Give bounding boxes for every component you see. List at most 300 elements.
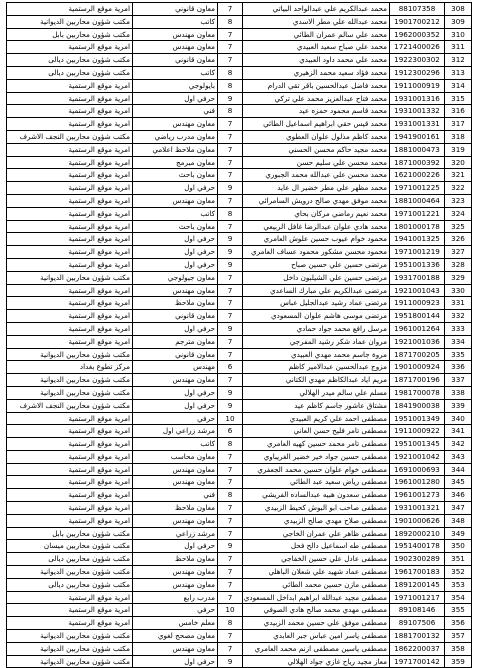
table-row — [7, 630, 472, 643]
row-number: 341 — [445, 425, 472, 438]
employee-name: مصطفى عماد شهيد علي شعلان الباهلي — [243, 566, 390, 579]
employee-grade: 9 — [218, 655, 243, 668]
employee-id: 1941001325 — [390, 233, 445, 246]
table-row — [7, 284, 472, 297]
row-number: 346 — [445, 489, 472, 502]
table-row — [7, 463, 472, 476]
department: مكتب شؤون محاربين ديالى — [7, 553, 133, 566]
employee-name: محمد محسن علي سليم حسن — [243, 156, 390, 169]
employee-name: مصطفى ياسين مصطفى ازنم محمد العامري — [243, 642, 390, 655]
table-row — [7, 438, 472, 451]
employee-id: 1971001221 — [390, 207, 445, 220]
table-row — [7, 207, 472, 220]
employee-id: 1931001321 — [390, 502, 445, 515]
employee-grade: 7 — [218, 297, 243, 310]
department: امرية موقع الرستمية — [7, 591, 133, 604]
department: امرية موقع الرستمية — [7, 617, 133, 630]
department: امرية موقع الرستمية — [7, 92, 133, 105]
table-row — [7, 514, 472, 527]
job-title: حرفي — [133, 604, 218, 617]
table-row — [7, 3, 472, 16]
row-number: 325 — [445, 220, 472, 233]
employee-id: 1691000693 — [390, 463, 445, 476]
employee-grade: 7 — [218, 502, 243, 515]
employee-name: مرتضى عماد رشيد عبدالجليل عباس — [243, 297, 390, 310]
employee-name: مرتضى حسين علي حسين صباح — [243, 258, 390, 271]
row-number: 332 — [445, 310, 472, 323]
employee-name: مصطفى خوام علوان حسين محمد الجعفري — [243, 463, 390, 476]
department: امرية موقع الرستمية — [7, 169, 133, 182]
employee-id: 1951800144 — [390, 310, 445, 323]
employee-id: 1931001316 — [390, 92, 445, 105]
job-title: معاون مهندس — [133, 194, 218, 207]
employee-grade: 7 — [218, 284, 243, 297]
row-number: 336 — [445, 361, 472, 374]
employee-grade: 7 — [218, 591, 243, 604]
employee-grade: 7 — [218, 335, 243, 348]
employee-id: 1862200037 — [390, 642, 445, 655]
row-number: 349 — [445, 527, 472, 540]
employee-name: محمد مجيد حاكم محسن الحسني — [243, 143, 390, 156]
employee-grade: 7 — [218, 169, 243, 182]
table-row — [7, 502, 472, 515]
department: امرية موقع الرستمية — [7, 3, 133, 16]
employee-id: 1901000626 — [390, 514, 445, 527]
employee-id: 1951001345 — [390, 438, 445, 451]
employee-id: 1951400178 — [390, 540, 445, 553]
department: مكتب شؤون محاربين الديوانية — [7, 386, 133, 399]
employee-grade: 6 — [218, 361, 243, 374]
department: امرية موقع الرستمية — [7, 105, 133, 118]
department: امرية موقع الرستمية — [7, 233, 133, 246]
employee-id: 1931001331 — [390, 118, 445, 131]
department: امرية موقع الرستمية — [7, 246, 133, 259]
table-row — [7, 489, 472, 502]
department: امرية موقع الرستمية — [7, 425, 133, 438]
employee-name: مروة جاسم محمد مهدي العبيدي — [243, 348, 390, 361]
department: امرية موقع الرستمية — [7, 297, 133, 310]
table-row — [7, 450, 472, 463]
employee-id: 1911000919 — [390, 79, 445, 92]
employee-grade: 7 — [218, 553, 243, 566]
row-number: 323 — [445, 194, 472, 207]
job-title: فني — [133, 105, 218, 118]
row-number: 324 — [445, 207, 472, 220]
table-row — [7, 28, 472, 41]
employee-id: 1912300296 — [390, 66, 445, 79]
employee-name: مسلم علي سالم ميدر الهلالي — [243, 386, 390, 399]
table-row — [7, 66, 472, 79]
employee-name: مصطفى سعدون هبيه عبدالساده الفريشي — [243, 489, 390, 502]
job-title: حرفي اول — [133, 182, 218, 195]
row-number: 353 — [445, 578, 472, 591]
table-row — [7, 246, 472, 259]
row-number: 317 — [445, 118, 472, 131]
employee-grade: 8 — [218, 489, 243, 502]
department: امرية موقع الرستمية — [7, 438, 133, 451]
employee-id: 1891200145 — [390, 578, 445, 591]
roster-body — [7, 3, 472, 668]
table-row — [7, 361, 472, 374]
employee-grade: 7 — [218, 374, 243, 387]
employee-name: محمد علي صباح سعيد العبيدي — [243, 41, 390, 54]
employee-name: محمد نعيم رماضي مركان بحاي — [243, 207, 390, 220]
department: مكتب شؤون محاربين الديوانية — [7, 630, 133, 643]
table-row — [7, 399, 472, 412]
table-row — [7, 194, 472, 207]
table-row — [7, 92, 472, 105]
employee-id: 1892000210 — [390, 527, 445, 540]
job-title: معاون مبرمج — [133, 156, 218, 169]
employee-id: 1801000178 — [390, 220, 445, 233]
job-title: معاون قانوني — [133, 310, 218, 323]
employee-grade: 9 — [218, 322, 243, 335]
row-number: 322 — [445, 182, 472, 195]
table-row — [7, 258, 472, 271]
employee-id: 1901700212 — [390, 15, 445, 28]
job-title: كاتب — [133, 66, 218, 79]
job-title: معاون باحث — [133, 169, 218, 182]
department: مكتب شؤون محاربين الديوانية — [7, 348, 133, 361]
table-row — [7, 79, 472, 92]
employee-name: مصطفى مهدي محمد صالح هادي الصوفي — [243, 604, 390, 617]
job-title: معاون قانوني — [133, 348, 218, 361]
employee-name: مصطفى موفق علي حسين محمد الزبيدي — [243, 617, 390, 630]
employee-grade: 7 — [218, 118, 243, 131]
row-number: 340 — [445, 412, 472, 425]
employee-id: 1921001036 — [390, 335, 445, 348]
row-number: 311 — [445, 41, 472, 54]
employee-name: مصطفى مازن حسين محمد الطائي — [243, 578, 390, 591]
table-row — [7, 348, 472, 361]
employee-grade: 8 — [218, 79, 243, 92]
employee-grade: 9 — [218, 540, 243, 553]
employee-id: 1951001336 — [390, 258, 445, 271]
employee-grade: 9 — [218, 92, 243, 105]
employee-grade: 7 — [218, 642, 243, 655]
table-row — [7, 169, 472, 182]
employee-id: 1971001225 — [390, 182, 445, 195]
department: مكتب شؤون محاربين الديوانية — [7, 566, 133, 579]
table-row — [7, 412, 472, 425]
employee-id: 1902300289 — [390, 553, 445, 566]
employee-grade: 8 — [218, 15, 243, 28]
job-title: مدرب رابع — [133, 591, 218, 604]
employee-name: محمد فاضل عبدالحسين باقر تقي الدرام — [243, 79, 390, 92]
employee-grade: 8 — [218, 617, 243, 630]
job-title: حرفي اول — [133, 386, 218, 399]
department: مكتب شؤون محاربين النجف الاشرف — [7, 130, 133, 143]
employee-name: محمد فؤاد سعيد محمد الزهيري — [243, 66, 390, 79]
employee-grade: 7 — [218, 28, 243, 41]
row-number: 330 — [445, 284, 472, 297]
employee-name: محمد قيس حقي ابراهيم اسماعيل الطائي — [243, 118, 390, 131]
employee-grade: 7 — [218, 130, 243, 143]
department: مكتب شؤون محاربين ديالى — [7, 578, 133, 591]
row-number: 314 — [445, 79, 472, 92]
department: مركز تطوع بغداد — [7, 361, 133, 374]
department: امرية موقع الرستمية — [7, 118, 133, 131]
document-page — [6, 2, 472, 668]
table-row — [7, 617, 472, 630]
employee-name: مريم اياد عبدالكاظم مهدي الكتاني — [243, 374, 390, 387]
employee-id: 1881000473 — [390, 143, 445, 156]
row-number: 337 — [445, 374, 472, 387]
row-number: 310 — [445, 28, 472, 41]
job-title: معاون مهندس — [133, 476, 218, 489]
row-number: 345 — [445, 476, 472, 489]
table-row — [7, 642, 472, 655]
table-row — [7, 374, 472, 387]
department: مكتب شؤون محاربين ميسان — [7, 540, 133, 553]
employee-id: 1971700142 — [390, 655, 445, 668]
row-number: 348 — [445, 514, 472, 527]
employee-name: مشتاق عاشور جاسم كاظم عيد — [243, 399, 390, 412]
table-row — [7, 604, 472, 617]
department: امرية موقع الرستمية — [7, 182, 133, 195]
job-title: معاون مدرب رياضي — [133, 130, 218, 143]
employee-name: مصطفى عادل علي حسين الخفاجي — [243, 553, 390, 566]
job-title: حرفي اول — [133, 655, 218, 668]
employee-grade: 8 — [218, 438, 243, 451]
department: مكتب شؤون محاربين ديالى — [7, 54, 133, 67]
department: امرية موقع الرستمية — [7, 450, 133, 463]
row-number: 318 — [445, 130, 472, 143]
employee-id: 1961001280 — [390, 476, 445, 489]
department: امرية موقع الرستمية — [7, 412, 133, 425]
employee-grade: 8 — [218, 207, 243, 220]
row-number: 308 — [445, 3, 472, 16]
table-row — [7, 655, 472, 668]
department: امرية موقع الرستمية — [7, 207, 133, 220]
row-number: 313 — [445, 66, 472, 79]
employee-name: مزوج عبدالحسين عبدالامير كاظم — [243, 361, 390, 374]
employee-name: محمود محسن مشكور محمود عساف العامري — [243, 246, 390, 259]
row-number: 354 — [445, 591, 472, 604]
table-row — [7, 527, 472, 540]
job-title: معاون مهندس — [133, 463, 218, 476]
department: امرية موقع الرستمية — [7, 514, 133, 527]
table-row — [7, 41, 472, 54]
department: امرية موقع الرستمية — [7, 258, 133, 271]
employee-id: 1962000352 — [390, 28, 445, 41]
row-number: 327 — [445, 246, 472, 259]
department: امرية موقع الرستمية — [7, 489, 133, 502]
row-number: 326 — [445, 233, 472, 246]
employee-name: مصطفى احمد علي كريم العبيدي — [243, 412, 390, 425]
employee-name: محمد علي سالم عمران الطائي — [243, 28, 390, 41]
employee-grade: 7 — [218, 566, 243, 579]
row-number: 335 — [445, 348, 472, 361]
table-row — [7, 322, 472, 335]
table-row — [7, 15, 472, 28]
employee-grade: 7 — [218, 450, 243, 463]
job-title: مرشد زراعي اول — [133, 425, 218, 438]
employee-grade: 7 — [218, 527, 243, 540]
row-number: 309 — [445, 15, 472, 28]
job-title: معاون جيولوجي — [133, 271, 218, 284]
job-title: معاون محاسب — [133, 450, 218, 463]
job-title: معاون مهندس — [133, 284, 218, 297]
employee-grade: 9 — [218, 246, 243, 259]
row-number: 334 — [445, 335, 472, 348]
employee-name: مرتضى حسين علي الشيلبون داخل — [243, 271, 390, 284]
employee-id: 89108146 — [390, 604, 445, 617]
job-title: معاون قانوني — [133, 54, 218, 67]
table-row — [7, 566, 472, 579]
employee-name: مصطفى طه اسماعيل دالح فحل — [243, 540, 390, 553]
employee-name: مرسل رافع محمد جواد حمادي — [243, 322, 390, 335]
department: امرية موقع الرستمية — [7, 220, 133, 233]
employee-id: 1881700132 — [390, 630, 445, 643]
table-row — [7, 553, 472, 566]
job-title: كاتب — [133, 15, 218, 28]
employee-grade: 7 — [218, 476, 243, 489]
job-title: معاون ملاحظ — [133, 297, 218, 310]
row-number: 339 — [445, 399, 472, 412]
employee-id: 1911000922 — [390, 425, 445, 438]
department: مكتب شؤون محاربين الديوانية — [7, 642, 133, 655]
row-number: 351 — [445, 553, 472, 566]
employee-name: مصطفى ظاهر علي عمران الخاجي — [243, 527, 390, 540]
employee-name: مصطفى ياسر امين عباس جبر العابدي — [243, 630, 390, 643]
department: مكتب شؤون محاربين ديالى — [7, 66, 133, 79]
job-title: معاون مهندس — [133, 514, 218, 527]
row-number: 338 — [445, 386, 472, 399]
employee-id: 1971001217 — [390, 591, 445, 604]
row-number: 356 — [445, 617, 472, 630]
department: مكتب شؤون محاربين الديوانية — [7, 271, 133, 284]
employee-name: محمد علي محمد داود العبيدي — [243, 54, 390, 67]
department: امرية موقع الرستمية — [7, 604, 133, 617]
table-row — [7, 118, 472, 131]
employee-grade: 7 — [218, 156, 243, 169]
employee-grade: 10 — [218, 604, 243, 617]
employee-id: 1881000464 — [390, 194, 445, 207]
job-title: معاون مهندس — [133, 118, 218, 131]
row-number: 347 — [445, 502, 472, 515]
job-title: بايولوجي — [133, 79, 218, 92]
table-row — [7, 591, 472, 604]
table-row — [7, 310, 472, 323]
employee-id: 1871700205 — [390, 348, 445, 361]
row-number: 320 — [445, 156, 472, 169]
department: مكتب شؤون محاربين الديوانية — [7, 15, 133, 28]
department: امرية موقع الرستمية — [7, 322, 133, 335]
employee-id: 1921001043 — [390, 284, 445, 297]
employee-name: محمد محسن علي عبدالله محمد الجبوري — [243, 169, 390, 182]
employee-grade: 7 — [218, 54, 243, 67]
employee-id: 1961700183 — [390, 566, 445, 579]
row-number: 319 — [445, 143, 472, 156]
employee-name: مصطفى مجيد عبدالله ابراهيم ابداخل المسعودي — [243, 591, 390, 604]
employee-id: 89107506 — [390, 617, 445, 630]
job-title: معاون ملاحظ — [133, 502, 218, 515]
table-row — [7, 578, 472, 591]
job-title: معاون باحث — [133, 220, 218, 233]
employee-name: مروان عماد شكر رشيد المفرجي — [243, 335, 390, 348]
employee-id: 1871000392 — [390, 156, 445, 169]
department: امرية موقع الرستمية — [7, 476, 133, 489]
employee-grade: 7 — [218, 463, 243, 476]
table-row — [7, 335, 472, 348]
table-row — [7, 143, 472, 156]
table-row — [7, 220, 472, 233]
department: مكتب شؤون محاربين النجف الاشرف — [7, 399, 133, 412]
employee-grade: 7 — [218, 578, 243, 591]
row-number: 355 — [445, 604, 472, 617]
employee-name: محمد فتاح عبدالعزيز محمد علي تركي — [243, 92, 390, 105]
employee-grade: 7 — [218, 514, 243, 527]
table-row — [7, 105, 472, 118]
row-number: 343 — [445, 450, 472, 463]
job-title: حرفي اول — [133, 540, 218, 553]
row-number: 333 — [445, 322, 472, 335]
row-number: 312 — [445, 54, 472, 67]
department: امرية موقع الرستمية — [7, 284, 133, 297]
employee-grade: 9 — [218, 399, 243, 412]
employee-id: 1721400026 — [390, 41, 445, 54]
department: مكتب شؤون محاربين الديوانية — [7, 655, 133, 668]
table-row — [7, 233, 472, 246]
employee-grade: 7 — [218, 271, 243, 284]
job-title: معاون مترجم — [133, 335, 218, 348]
employee-grade: 9 — [218, 233, 243, 246]
table-row — [7, 476, 472, 489]
employee-id: 1941900161 — [390, 130, 445, 143]
employee-name: مرتضى موسى هاشم علوان المسعودي — [243, 310, 390, 323]
employee-id: 1841900038 — [390, 399, 445, 412]
employee-id: 88107358 — [390, 3, 445, 16]
employee-name: مصطفى حسين جواد خير خضير الغريباوي — [243, 450, 390, 463]
employee-id: 1951001349 — [390, 412, 445, 425]
employee-id: 1911000923 — [390, 297, 445, 310]
job-title: معاون مهندس — [133, 28, 218, 41]
employee-id: 1621000226 — [390, 169, 445, 182]
job-title: معاون مهندس — [133, 374, 218, 387]
employee-id: 1961001264 — [390, 322, 445, 335]
table-row — [7, 540, 472, 553]
employee-grade: 6 — [218, 425, 243, 438]
employee-id: 1961001273 — [390, 489, 445, 502]
employee-grade: 7 — [218, 310, 243, 323]
row-number: 316 — [445, 105, 472, 118]
employee-name: محمد قاسم محمود حمزه عيد — [243, 105, 390, 118]
employee-id: 1901000924 — [390, 361, 445, 374]
employee-id: 1981700078 — [390, 386, 445, 399]
employee-grade: 10 — [218, 412, 243, 425]
department: امرية موقع الرستمية — [7, 502, 133, 515]
job-title: معاون ملاحظ اعلامي — [133, 143, 218, 156]
employee-grade: 7 — [218, 41, 243, 54]
employee-name: مصطفى تامر محمد حسين كهيه العامري — [243, 438, 390, 451]
department: امرية موقع الرستمية — [7, 156, 133, 169]
department: امرية موقع الرستمية — [7, 335, 133, 348]
department: امرية موقع الرستمية — [7, 310, 133, 323]
row-number: 352 — [445, 566, 472, 579]
employee-name: مصطفى رياض سعيد عبد الطائي — [243, 476, 390, 489]
department: امرية موقع الرستمية — [7, 463, 133, 476]
employee-id: 1922300302 — [390, 54, 445, 67]
job-title: معاون مهندس — [133, 578, 218, 591]
employee-name: مرتضى عبدالكريم علي مبارك الساعدي — [243, 284, 390, 297]
employee-name: محمود خوام عيوب حسين علوش العامري — [243, 233, 390, 246]
job-title: مهندس — [133, 361, 218, 374]
row-number: 357 — [445, 630, 472, 643]
row-number: 344 — [445, 463, 472, 476]
employee-id: 1931700188 — [390, 271, 445, 284]
job-title: حرفي اول — [133, 246, 218, 259]
